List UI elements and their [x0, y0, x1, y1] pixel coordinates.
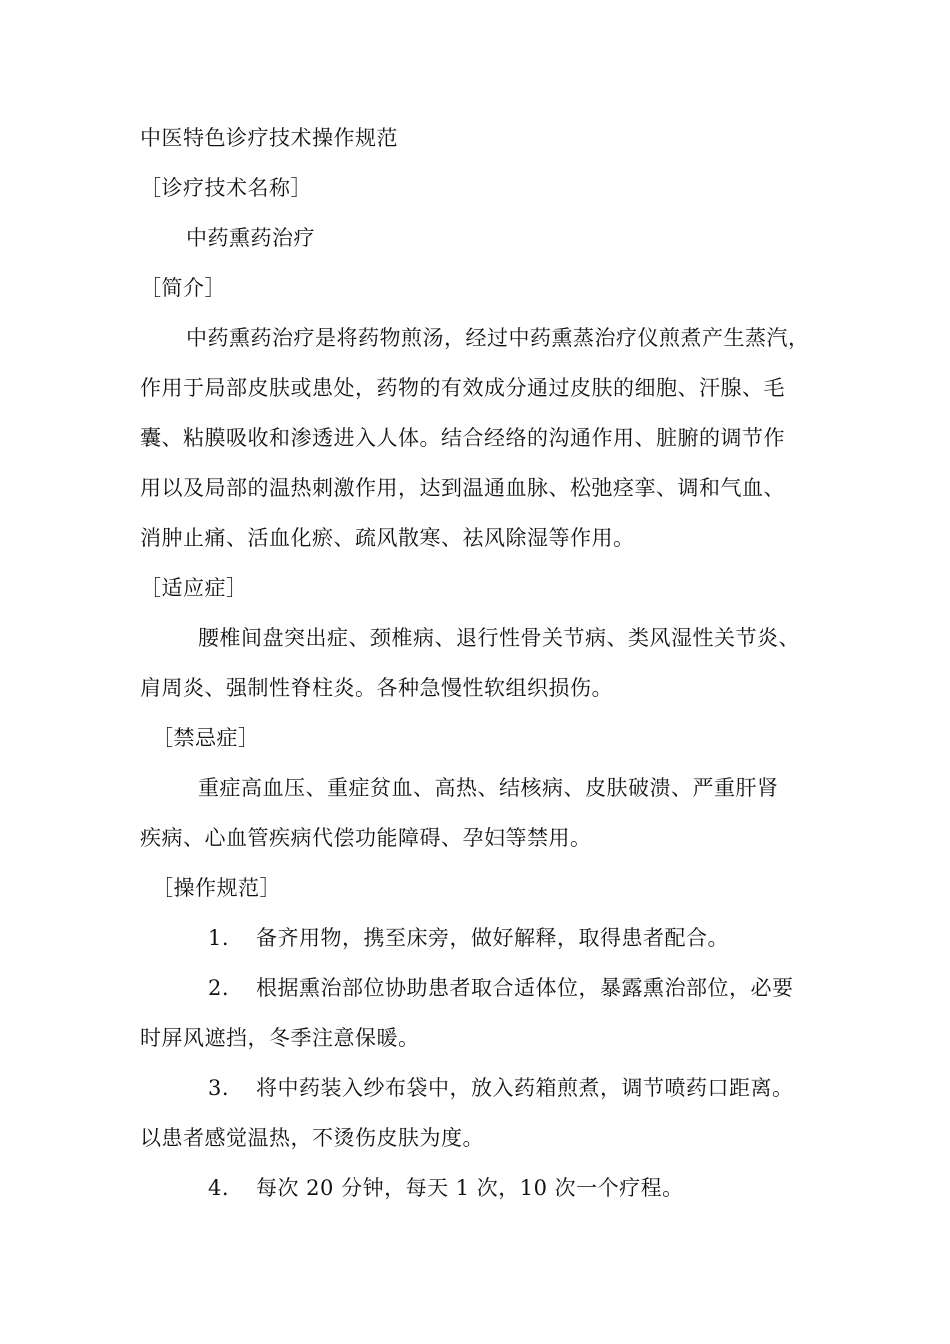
intro-line: 囊、粘膜吸收和渗透进入人体。结合经络的沟通作用、脏腑的调节作 — [140, 426, 785, 450]
step-text: 将中药装入纱布袋中，放入药箱煎煮，调节喷药口距离。 — [256, 1076, 794, 1100]
indications-heading: ［适应症］ — [140, 576, 248, 600]
contraindications-line: 重症高血压、重症贫血、高热、结核病、皮肤破溃、严重肝肾 — [198, 776, 779, 800]
step-text: 每次 20 分钟，每天 1 次，10 次一个疗程。 — [256, 1176, 684, 1200]
intro-heading: ［简介］ — [140, 276, 226, 300]
contraindications-line: 疾病、心血管疾病代偿功能障碍、孕妇等禁用。 — [140, 826, 592, 850]
procedure-step — [208, 923, 729, 953]
document-title: 中医特色诊疗技术操作规范 — [140, 126, 398, 150]
indications-line: 肩周炎、强制性脊柱炎。各种急慢性软组织损伤。 — [140, 676, 613, 700]
intro-line: 作用于局部皮肤或患处，药物的有效成分通过皮肤的细胞、汗腺、毛 — [140, 376, 785, 400]
intro-line: 消肿止痛、活血化瘀、疏风散寒、祛风除湿等作用。 — [140, 526, 635, 550]
step-number: 3. — [208, 1076, 230, 1100]
contraindications-heading: ［禁忌症］ — [152, 726, 260, 750]
step-text-continuation: 以患者感觉温热，不烫伤皮肤为度。 — [140, 1126, 484, 1150]
intro-line: 用以及局部的温热刺激作用，达到温通血脉、松弛痉挛、调和气血、 — [140, 476, 785, 500]
step-text-continuation: 时屏风遮挡，冬季注意保暖。 — [140, 1026, 420, 1050]
indications-line: 腰椎间盘突出症、颈椎病、退行性骨关节病、类风湿性关节炎、 — [198, 626, 800, 650]
step-text: 根据熏治部位协助患者取合适体位，暴露熏治部位，必要 — [256, 976, 794, 1000]
step-number: 2. — [208, 976, 230, 1000]
procedure-step — [208, 1073, 794, 1103]
procedure-heading: ［操作规范］ — [152, 876, 281, 900]
technique-name: 中药熏药治疗 — [186, 226, 315, 250]
procedure-step — [208, 1173, 684, 1203]
intro-line: 中药熏药治疗是将药物煎汤，经过中药熏蒸治疗仪煎煮产生蒸汽， — [186, 326, 810, 350]
step-text: 备齐用物，携至床旁，做好解释，取得患者配合。 — [256, 926, 729, 950]
step-number: 1. — [208, 926, 230, 950]
procedure-step — [208, 973, 794, 1003]
step-number: 4. — [208, 1176, 230, 1200]
technique-heading: ［诊疗技术名称］ — [140, 176, 312, 200]
